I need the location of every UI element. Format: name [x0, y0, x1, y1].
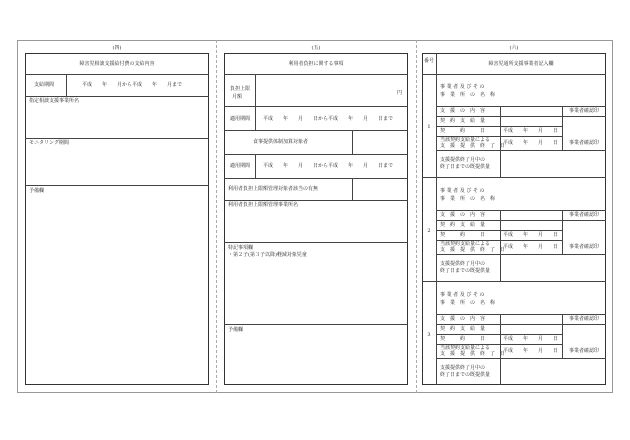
meal-period-label: 適用期間 [230, 163, 251, 169]
used-label-1: 支援提供終了月中の [440, 365, 486, 371]
used-label-2: 終了日までの既提供量 [440, 164, 491, 170]
name-label-2: 事 業 所 の 名 称 [440, 92, 496, 98]
panel-right-title: 障害児通所支援事業者記入欄 [488, 61, 554, 67]
panel-middle-number: (五) [311, 45, 321, 51]
panel-middle-frame [224, 53, 408, 385]
contract-date-label: 契 約 日 [440, 128, 486, 134]
support-label: 支 援 の 内 容 [440, 108, 486, 114]
confirm-label: 事業者確認印 [568, 316, 599, 322]
name-label-1: 事 業 者 及 び そ の [440, 292, 485, 298]
used-label-2: 終了日までの既提供量 [440, 372, 491, 378]
name-label-2: 事 業 所 の 名 称 [440, 196, 496, 202]
end-date-value: 平成 年 月 日 [503, 140, 559, 146]
office-label: 指定相談支援事業所名 [29, 98, 80, 104]
no-header: 番号 [423, 58, 434, 64]
panel-right-number: (六) [509, 45, 519, 51]
contract-amount-label: 契 約 支 給 量 [440, 222, 486, 228]
end-label-1: 当該契約支給量による [440, 241, 491, 247]
name-label-2: 事 業 所 の 名 称 [440, 300, 496, 306]
end-label-2: 支 援 提 供 終 了 日 [440, 351, 506, 357]
name-label-1: 事 業 者 及 び そ の [440, 84, 485, 90]
contract-amount-label: 契 約 支 給 量 [440, 326, 486, 332]
meal-label: 食事提供体制加算対象者 [253, 139, 309, 145]
used-label-2: 終了日までの既提供量 [440, 268, 491, 274]
support-label: 支 援 の 内 容 [440, 316, 486, 322]
cap-mgmt-label: 利用者負担上限額管理対象者該当の有無 [228, 186, 319, 192]
period-value: 平成 年 月 日から平成 年 月 日まで [263, 116, 394, 122]
period-value: 平成 年 月から平成 年 月まで [82, 82, 183, 88]
end-label-1: 当該契約支給量による [440, 345, 491, 351]
confirm-label: 事業者確認印 [568, 244, 599, 250]
name-label-1: 事 業 者 及 び そ の [440, 188, 485, 194]
period-label: 適用期間 [230, 116, 251, 122]
confirm-label: 事業者確認印 [568, 348, 599, 354]
burden-unit: 円 [397, 90, 403, 96]
confirm-label: 事業者確認印 [568, 108, 599, 114]
confirm-label: 事業者確認印 [568, 212, 599, 218]
panel-left-number: (四) [112, 45, 122, 51]
used-label-1: 支援提供終了月中の [440, 157, 486, 163]
support-label: 支 援 の 内 容 [440, 212, 486, 218]
contract-date-value: 平成 年 月 日 [503, 232, 559, 238]
burden-label-2: 月額 [232, 94, 243, 100]
special-label: 特記事項欄 [228, 245, 254, 251]
monitoring-label: モニタリング期間 [29, 140, 69, 146]
fold-line-1 [216, 40, 217, 393]
burden-label-1: 負担上限 [230, 86, 251, 92]
contract-amount-label: 契 約 支 給 量 [440, 118, 486, 124]
meal-period-value: 平成 年 月 日から平成 年 月 日まで [263, 163, 394, 169]
cap-office-label: 利用者負担上限額管理事業所名 [228, 202, 299, 208]
panel-left-title: 障害児相談支援給付費の支給内容 [79, 61, 155, 67]
contract-date-label: 契 約 日 [440, 336, 486, 342]
end-label-2: 支 援 提 供 終 了 日 [440, 143, 506, 149]
notes-label: 予備欄 [228, 327, 244, 333]
entry-number: 1 [427, 124, 431, 130]
end-date-value: 平成 年 月 日 [503, 348, 559, 354]
used-label-1: 支援提供終了月中の [440, 261, 486, 267]
end-label-1: 当該契約支給量による [440, 137, 491, 143]
end-label-2: 支 援 提 供 終 了 日 [440, 247, 506, 253]
end-date-value: 平成 年 月 日 [503, 244, 559, 250]
special-item: ・第２子(第３子以降)軽減対象児童 [228, 252, 307, 258]
contract-date-value: 平成 年 月 日 [503, 336, 559, 342]
notes-label: 予備欄 [29, 188, 45, 194]
entry-number: 3 [427, 332, 431, 338]
entry-number: 2 [427, 228, 431, 234]
panel-middle-title: 利用者負担に関する事項 [288, 61, 344, 67]
contract-date-value: 平成 年 月 日 [503, 128, 559, 134]
fold-line-2 [416, 40, 417, 393]
contract-date-label: 契 約 日 [440, 232, 486, 238]
period-label: 支給期間 [34, 82, 55, 88]
confirm-label: 事業者確認印 [568, 140, 599, 146]
